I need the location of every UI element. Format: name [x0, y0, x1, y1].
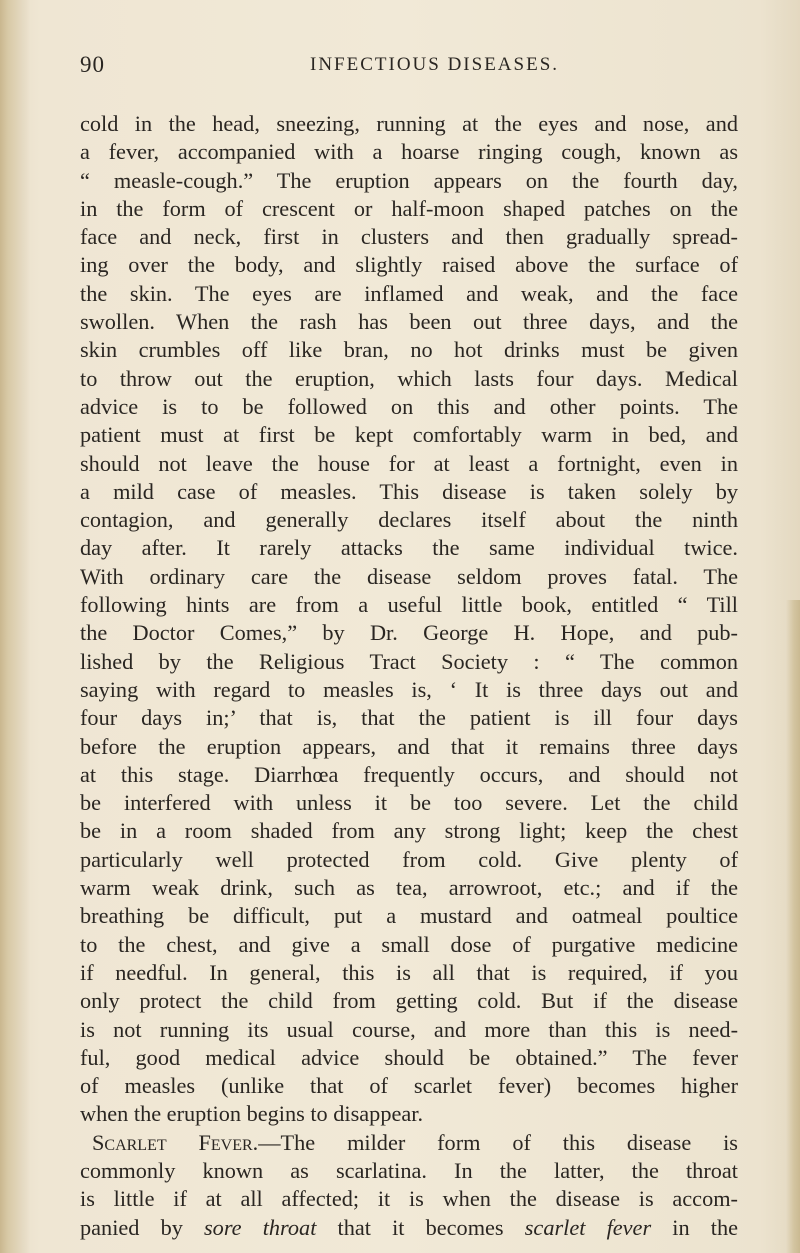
text-line: skin crumbles off like bran, no hot drinks must be given — [80, 337, 738, 363]
scarlet-fever-line-4 — [80, 1214, 738, 1242]
italic-sore-throat: sore throat — [204, 1214, 317, 1240]
text-line: is not running its usual course, and more than this is need- — [80, 1016, 738, 1042]
page-header — [0, 52, 800, 82]
text-line: face and neck, first in clusters and then gradually spread- — [80, 224, 738, 250]
text-line: advice is to be followed on this and other points. The — [80, 393, 738, 419]
text-line: if needful. In general, this is all that is required, if you — [80, 959, 738, 985]
text-run: that it becomes — [316, 1214, 525, 1240]
text-line: of measles (unlike that of scarlet fever) becomes higher — [80, 1073, 738, 1099]
text-line: to the chest, and give a small dose of purgative medicine — [80, 931, 738, 957]
text-run: —The milder form of this disease is — [258, 1129, 738, 1155]
text-line: the Doctor Comes,” by Dr. George H. Hope, and pub- — [80, 620, 738, 646]
text-line: at this stage. Diarrhœa frequently occurs, and should not — [80, 761, 738, 787]
text-line: a fever, accompanied with a hoarse ringing cough, known as — [80, 139, 738, 165]
text-line: the skin. The eyes are inflamed and weak, and the face — [80, 280, 738, 306]
text-line: only protect the child from getting cold. But if the disease — [80, 988, 738, 1014]
italic-scarlet-fever: scarlet fever — [524, 1214, 652, 1240]
body-text — [80, 110, 738, 1242]
text-line: saying with regard to measles is, ‘ It is three days out and — [80, 676, 738, 702]
text-line: in the form of crescent or half-moon shaped patches on the — [80, 195, 738, 221]
text-line: before the eruption appears, and that it remains three days — [80, 733, 738, 759]
text-line: ing over the body, and slightly raised above the surface of — [80, 252, 738, 278]
text-line: With ordinary care the disease seldom proves fatal. The — [80, 563, 738, 589]
text-line: breathing be difficult, put a mustard and oatmeal poultice — [80, 903, 738, 929]
text-line: day after. It rarely attacks the same individual twice. — [80, 535, 738, 561]
text-line: when the eruption begins to disappear. — [80, 1101, 424, 1127]
text-line: cold in the head, sneezing, running at the eyes and nose, and — [80, 111, 738, 136]
text-line: patient must at first be kept comfortably warm in bed, and — [80, 422, 738, 448]
text-line: lished by the Religious Tract Society : “ The common — [80, 648, 738, 674]
text-line: following hints are from a useful little book, entitled “ Till — [80, 592, 738, 618]
text-line: “ measle-cough.” The eruption appears on the fourth day, — [80, 167, 738, 193]
text-line: warm weak drink, such as tea, arrowroot, etc.; and if the — [80, 875, 738, 901]
text-run: panied by — [80, 1214, 204, 1240]
text-line: particularly well protected from cold. Give plenty of — [80, 846, 738, 872]
text-line: ful, good medical advice should be obtained.” The fever — [80, 1044, 738, 1070]
page-number: 90 — [80, 52, 105, 77]
text-line: commonly known as scarlatina. In the latter, the throat — [80, 1157, 738, 1183]
scarlet-fever-line-1 — [80, 1129, 738, 1157]
text-line: swollen. When the rash has been out three days, and the — [80, 309, 738, 335]
running-head: INFECTIOUS DISEASES. — [310, 54, 560, 75]
text-line: be in a room shaded from any strong light; keep the chest — [80, 818, 738, 844]
text-line: to throw out the eruption, which lasts four days. Medical — [80, 365, 738, 391]
text-line: four days in;’ that is, that the patient is ill four days — [80, 705, 738, 731]
text-run: in the — [651, 1214, 738, 1240]
section-heading-scarlet-fever: Scarlet Fever. — [92, 1129, 259, 1155]
text-line: is little if at all affected; it is when the disease is accom- — [80, 1186, 738, 1212]
text-line: a mild case of measles. This disease is taken solely by — [80, 478, 738, 504]
text-line: be interfered with unless it be too severe. Let the child — [80, 790, 738, 816]
page-binding-edge — [0, 0, 30, 1253]
page-right-edge — [786, 600, 800, 1253]
text-line: contagion, and generally declares itself about the ninth — [80, 507, 738, 533]
text-line: should not leave the house for at least a fortnight, even in — [80, 450, 738, 476]
